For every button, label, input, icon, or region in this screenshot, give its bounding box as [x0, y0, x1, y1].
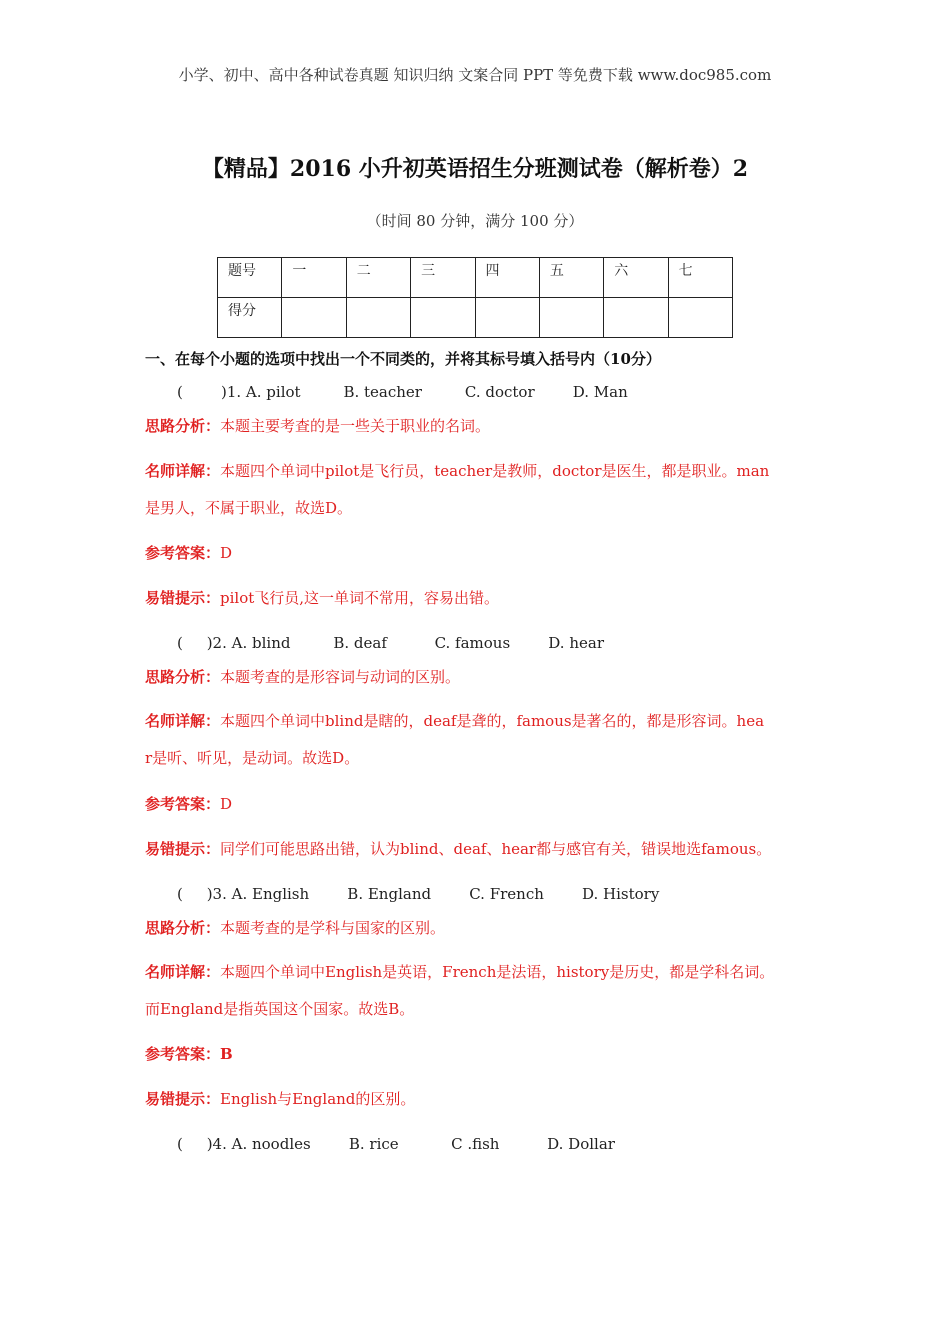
answer-2: [145, 786, 810, 823]
detail-text-cont: 而England是指英国这个国家。故选B。: [145, 1000, 415, 1018]
analysis-1: [145, 408, 810, 445]
score-table: [217, 257, 733, 338]
tip-text: pilot飞行员,这一单词不常用，容易出错。: [220, 589, 500, 607]
table-cell: 三: [411, 258, 475, 298]
detail-text-cont: 是男人，不属于职业，故选D。: [145, 499, 353, 517]
question-1: ( )1. A. pilot B. teacher C. doctor D. Man: [177, 383, 628, 401]
table-cell: 五: [539, 258, 603, 298]
analysis-2: [145, 659, 810, 696]
answer-1: [145, 535, 810, 572]
detail-text: 本题四个单词中blind是瞎的，deaf是聋的，famous是著名的，都是形容词。hea: [220, 712, 765, 730]
page-title: 【精品】2016 小升初英语招生分班测试卷（解析卷）2: [201, 156, 749, 182]
question-3: ( )3. A. English B. England C. French D. History: [177, 885, 660, 903]
question-4: ( )4. A. noodles B. rice C .fish D. Dollar: [177, 1135, 615, 1153]
analysis-text: 本题考查的是形容词与动词的区别。: [220, 668, 461, 686]
answer-text: D: [220, 795, 233, 813]
tip-label: 易错提示：: [145, 589, 221, 607]
detail-label: 名师详解：: [145, 462, 221, 480]
table-cell: 一: [282, 258, 346, 298]
table-cell: 四: [475, 258, 539, 298]
analysis-3: [145, 910, 810, 947]
table-cell: 七: [668, 258, 732, 298]
answer-3: [145, 1036, 810, 1073]
detail-text: 本题四个单词中English是英语，French是法语，history是历史，都是学科名词。: [220, 963, 775, 981]
score-cell[interactable]: [346, 298, 410, 338]
table-cell: 得分: [218, 298, 282, 338]
table-cell: 题号: [218, 258, 282, 298]
detail-3: [145, 954, 810, 1028]
table-row: [218, 258, 733, 298]
detail-label: 名师详解：: [145, 963, 221, 981]
analysis-label: 思路分析：: [145, 919, 221, 937]
tip-label: 易错提示：: [145, 1090, 221, 1108]
detail-text: 本题四个单词中pilot是飞行员，teacher是教师，doctor是医生，都是职业。man: [220, 462, 770, 480]
table-row: [218, 298, 733, 338]
score-cell[interactable]: [604, 298, 668, 338]
tip-2: [145, 831, 810, 868]
score-cell[interactable]: [668, 298, 732, 338]
table-cell: 六: [604, 258, 668, 298]
score-cell[interactable]: [282, 298, 346, 338]
tip-3: [145, 1081, 810, 1118]
analysis-text: 本题主要考查的是一些关于职业的名词。: [220, 417, 491, 435]
tip-text: 同学们可能思路出错，认为blind、deaf、hear都与感官有关，错误地选famous。: [220, 840, 772, 858]
detail-1: [145, 453, 810, 527]
tip-label: 易错提示：: [145, 840, 221, 858]
tip-1: [145, 580, 810, 617]
detail-text-cont: r是听、听见，是动词。故选D。: [145, 749, 360, 767]
answer-label: 参考答案：: [145, 795, 221, 813]
detail-label: 名师详解：: [145, 712, 221, 730]
section-heading: 一、在每个小题的选项中找出一个不同类的，并将其标号填入括号内（10分）: [145, 350, 661, 368]
answer-text: D: [220, 544, 233, 562]
detail-2: [145, 703, 810, 777]
answer-label: 参考答案：: [145, 1045, 221, 1063]
score-cell[interactable]: [539, 298, 603, 338]
answer-text: B: [220, 1045, 233, 1063]
answer-label: 参考答案：: [145, 544, 221, 562]
score-cell[interactable]: [475, 298, 539, 338]
analysis-label: 思路分析：: [145, 417, 221, 435]
table-cell: 二: [346, 258, 410, 298]
question-2: ( )2. A. blind B. deaf C. famous D. hear: [177, 634, 604, 652]
tip-text: English与England的区别。: [220, 1090, 416, 1108]
analysis-label: 思路分析：: [145, 668, 221, 686]
exam-info: （时间 80 分钟，满分 100 分）: [366, 212, 584, 230]
analysis-text: 本题考查的是学科与国家的区别。: [220, 919, 446, 937]
score-cell[interactable]: [411, 298, 475, 338]
page-header: 小学、初中、高中各种试卷真题 知识归纳 文案合同 PPT 等免费下载 www.doc985.com: [178, 66, 772, 84]
